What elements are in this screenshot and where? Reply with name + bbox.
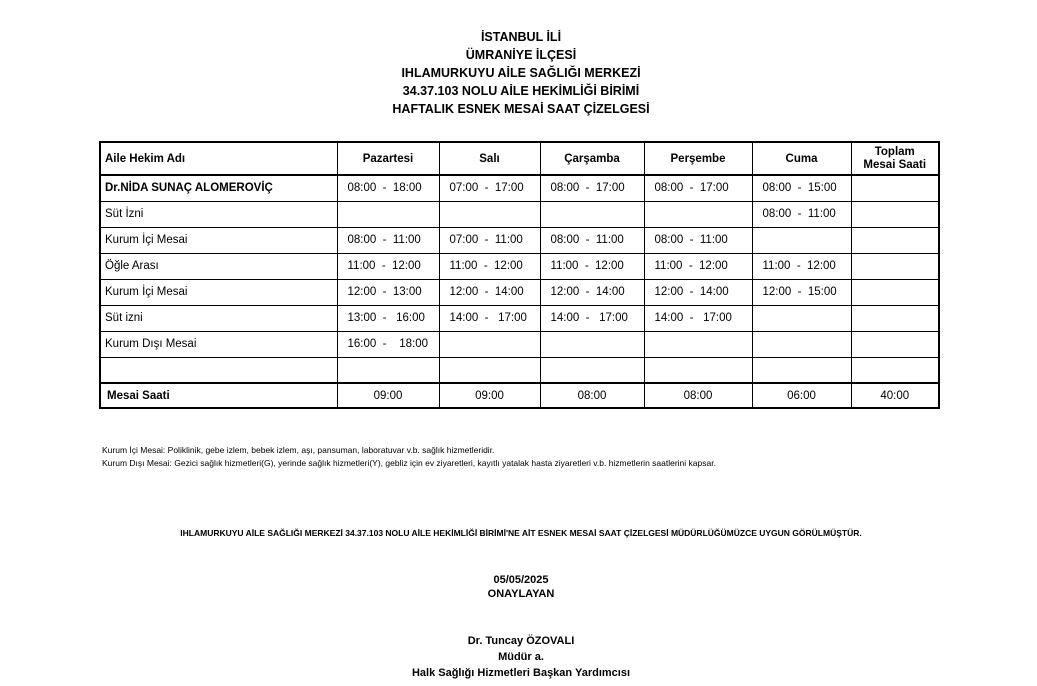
cell-wednesday: 14:00 - 17:00 xyxy=(540,305,644,331)
cell-friday xyxy=(752,357,851,383)
cell-wednesday xyxy=(540,357,644,383)
table-row xyxy=(100,201,939,227)
district-title: ÜMRANİYE İLÇESİ xyxy=(465,48,577,62)
cell-total xyxy=(851,175,939,201)
cell-friday xyxy=(752,331,851,357)
totals-thursday: 08:00 xyxy=(644,383,752,408)
cell-friday: 08:00 - 11:00 xyxy=(752,201,851,227)
cell-friday xyxy=(752,305,851,331)
signatory-title: Halk Sağlığı Hizmetleri Başkan Yardımcısı xyxy=(411,667,631,679)
cell-tuesday: 12:00 - 14:00 xyxy=(439,279,540,305)
row-label: Öğle Arası xyxy=(100,253,337,279)
cell-thursday: 08:00 - 17:00 xyxy=(644,175,752,201)
province-title: İSTANBUL İLİ xyxy=(480,30,562,44)
cell-wednesday: 08:00 - 11:00 xyxy=(540,227,644,253)
header-friday: Cuma xyxy=(752,142,851,175)
cell-thursday: 08:00 - 11:00 xyxy=(644,227,752,253)
header-tuesday: Salı xyxy=(439,142,540,175)
totals-tuesday: 09:00 xyxy=(439,383,540,408)
table-row xyxy=(100,227,939,253)
cell-thursday: 14:00 - 17:00 xyxy=(644,305,752,331)
totals-label: Mesai Saati xyxy=(100,383,337,408)
cell-tuesday: 07:00 - 11:00 xyxy=(439,227,540,253)
cell-wednesday: 08:00 - 17:00 xyxy=(540,175,644,201)
cell-wednesday: 11:00 - 12:00 xyxy=(540,253,644,279)
row-label xyxy=(100,357,337,383)
cell-tuesday xyxy=(439,201,540,227)
header-total-line2: Mesai Saati xyxy=(863,158,927,171)
cell-tuesday xyxy=(439,357,540,383)
cell-friday: 08:00 - 15:00 xyxy=(752,175,851,201)
row-label: Kurum İçi Mesai xyxy=(100,279,337,305)
table-row xyxy=(100,253,939,279)
cell-wednesday: 12:00 - 14:00 xyxy=(540,279,644,305)
note-external: Kurum Dışı Mesai: Gezici sağlık hizmetleri(G), yerinde sağlık hizmetleri(Y), gebliz için ev ziyaretleri, kayıtlı yatalak hasta ziyaretleri v.b. hizmetlerin saatlerini kapsar. xyxy=(102,458,716,468)
cell-monday xyxy=(337,201,439,227)
signatory-role: Müdür a. xyxy=(498,651,544,663)
cell-thursday xyxy=(644,357,752,383)
row-label: Süt izni xyxy=(100,305,337,331)
note-internal: Kurum İçi Mesai: Poliklinik, gebe izlem, bebek izlem, aşı, pansuman, laboratuvar v.b. sağlık hizmetleridir. xyxy=(102,445,495,455)
row-label: Süt İzni xyxy=(100,201,337,227)
approval-statement: IHLAMURKUYU AİLE SAĞLIĞI MERKEZİ 34.37.103 NOLU AİLE HEKİMLİĞİ BİRİMİ'NE AİT ESNEK MESAİ SAAT ÇİZELGESİ MÜDÜRLÜĞÜMÜZCE UYGUN GÖRÜLMÜŞTÜR. xyxy=(180,528,862,538)
table-row xyxy=(100,331,939,357)
approval-date: 05/05/2025 xyxy=(493,574,549,586)
cell-friday xyxy=(752,227,851,253)
table-row xyxy=(100,175,939,201)
cell-tuesday xyxy=(439,331,540,357)
cell-monday: 16:00 - 18:00 xyxy=(337,331,439,357)
cell-wednesday xyxy=(540,201,644,227)
header-total-line1: Toplam xyxy=(874,145,915,158)
cell-monday: 11:00 - 12:00 xyxy=(337,253,439,279)
cell-thursday: 12:00 - 14:00 xyxy=(644,279,752,305)
row-label: Kurum İçi Mesai xyxy=(100,227,337,253)
table-row xyxy=(100,279,939,305)
date-block xyxy=(0,573,1037,601)
cell-tuesday: 11:00 - 12:00 xyxy=(439,253,540,279)
header-name: Aile Hekim Adı xyxy=(100,142,337,175)
totals-friday: 06:00 xyxy=(752,383,851,408)
cell-total xyxy=(851,201,939,227)
header-thursday: Perşembe xyxy=(644,142,752,175)
header-wednesday: Çarşamba xyxy=(540,142,644,175)
cell-thursday xyxy=(644,331,752,357)
cell-monday xyxy=(337,357,439,383)
schedule-table xyxy=(99,141,940,409)
cell-thursday xyxy=(644,201,752,227)
cell-tuesday: 07:00 - 17:00 xyxy=(439,175,540,201)
cell-total xyxy=(851,331,939,357)
approver-label: ONAYLAYAN xyxy=(487,588,555,600)
cell-total xyxy=(851,305,939,331)
totals-total: 40:00 xyxy=(851,383,939,408)
row-label: Kurum Dışı Mesai xyxy=(100,331,337,357)
table-header-row xyxy=(100,142,939,175)
document-header xyxy=(0,28,1037,118)
totals-monday: 09:00 xyxy=(337,383,439,408)
cell-total xyxy=(851,357,939,383)
header-total xyxy=(851,142,939,175)
cell-friday: 12:00 - 15:00 xyxy=(752,279,851,305)
cell-total xyxy=(851,253,939,279)
cell-friday: 11:00 - 12:00 xyxy=(752,253,851,279)
totals-row xyxy=(100,383,939,408)
cell-monday: 08:00 - 18:00 xyxy=(337,175,439,201)
cell-wednesday xyxy=(540,331,644,357)
footnotes xyxy=(102,444,716,470)
unit-title: 34.37.103 NOLU AİLE HEKİMLİĞİ BİRİMİ xyxy=(402,84,640,98)
cell-total xyxy=(851,227,939,253)
totals-wednesday: 08:00 xyxy=(540,383,644,408)
cell-monday: 13:00 - 16:00 xyxy=(337,305,439,331)
row-label: Dr.NİDA SUNAÇ ALOMEROVİÇ xyxy=(100,175,337,201)
cell-tuesday: 14:00 - 17:00 xyxy=(439,305,540,331)
header-monday: Pazartesi xyxy=(337,142,439,175)
cell-monday: 08:00 - 11:00 xyxy=(337,227,439,253)
table-row xyxy=(100,305,939,331)
schedule-title: HAFTALIK ESNEK MESAİ SAAT ÇİZELGESİ xyxy=(392,102,650,116)
cell-thursday: 11:00 - 12:00 xyxy=(644,253,752,279)
center-title: IHLAMURKUYU AİLE SAĞLIĞI MERKEZİ xyxy=(401,66,641,80)
cell-monday: 12:00 - 13:00 xyxy=(337,279,439,305)
table-row xyxy=(100,357,939,383)
cell-total xyxy=(851,279,939,305)
signatory-name: Dr. Tuncay ÖZOVALI xyxy=(467,635,575,647)
signature-block xyxy=(0,633,1037,681)
